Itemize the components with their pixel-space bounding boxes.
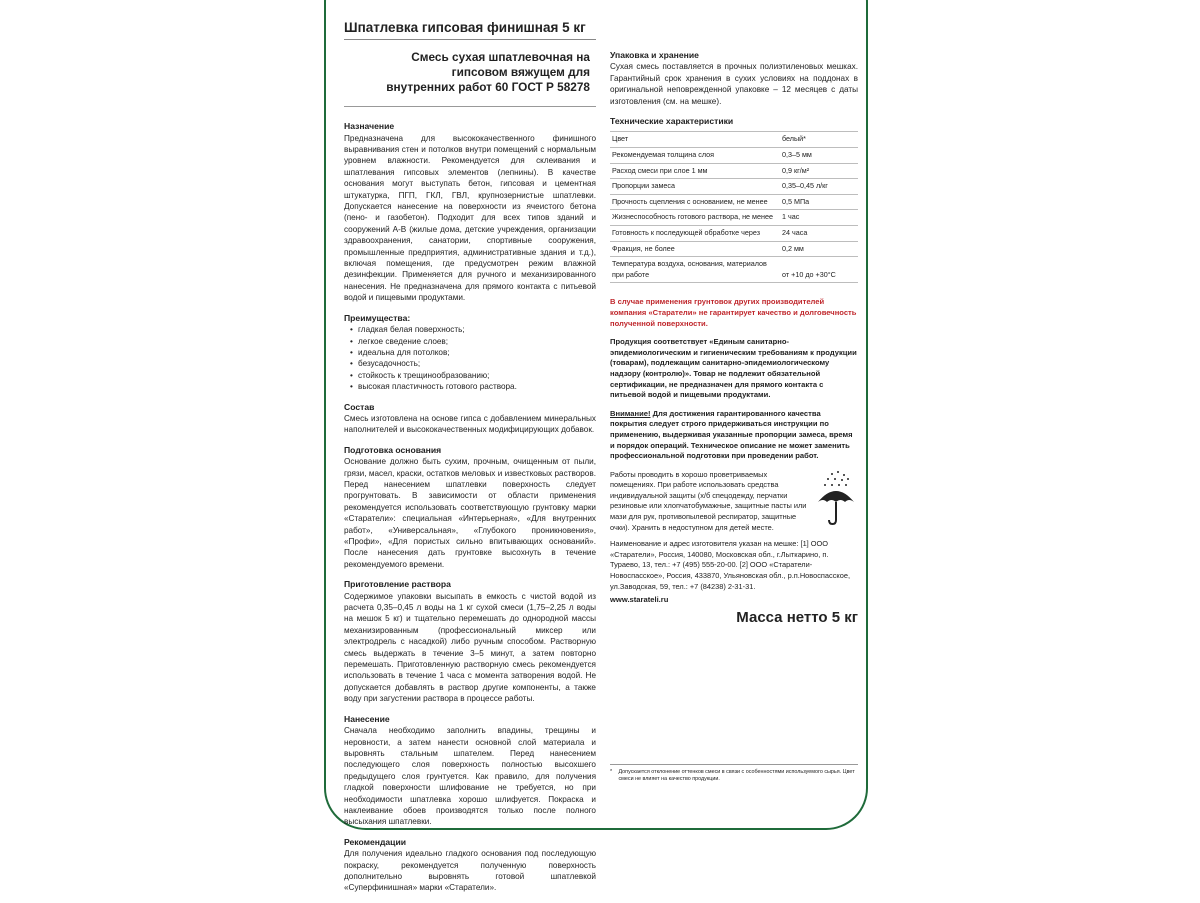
- safety-text: Работы проводить в хорошо проветриваемых помещениях. При работе использовать средства индивидуальной защиты (х/б спецодежду, перчатки резиновые или хлопчатобумажные, защитные пасты или мази для рук, противопылевой респиратор, защитные очки). Хранить в недоступном для детей месте.: [610, 469, 807, 532]
- compliance-notice: Продукция соответствует «Единым санитарно-эпидемиологическим и гигиеническим требованиям к продукции (товарам), подлежащим санитарно-эпидемиологическому надзору (контролю)». Товар не подлежит обязательной сертификации, не предназначен для прямого контакта с питьевой водой и пищевыми продуктами.: [610, 337, 857, 400]
- section-text-recommendations: Для получения идеально гладкого основания под последующую покраску, рекомендуется полученную поверхность дополнительно выровнять готовой шпатлевкой «Суперфинишная» марки «Старатели».: [344, 849, 596, 893]
- section-text-composition: Смесь изготовлена на основе гипса с добавлением минеральных наполнителей и высококачественных модифицирующих добавок.: [344, 413, 596, 435]
- list-item: • стойкость к трещинообразованию;: [350, 370, 490, 380]
- table-row: Пропорции замеса 0,35–0,45 л/кг: [610, 179, 858, 195]
- table-row: Фракция, не более 0,2 мм: [610, 241, 858, 257]
- section-text-purpose: Предназначена для высококачественного финишного выравнивания стен и потолков внутри помещений с нормальным уровнем влажности. Рекомендуется для склеивания и шпатлевания гипсовых элементов (лепнины). В качестве основания могут выступать бетон, гипсовая и цементная штукатурка, ПГП, ГКЛ, ГВЛ, крупнозернистые шпатлевки. Допускается нанесение на поверхности из ячеистого бетона (пено- и газобетон). Подходит для всех типов зданий и сооружений А-В (жилые дома, детские учреждения, организации здравоохранения, санатории, спортивные сооружения, промышленные предприятия, административные здания и т.д.), включая помещения, где предусмотрен режим влажной дезинфекции. Применяется для ручного и механизированного нанесения. Не предназначена для прямого контакта с питьевой водой и пищевыми продуктами.: [344, 133, 596, 303]
- left-column: [344, 22, 596, 903]
- bullet-icon: •: [350, 359, 353, 369]
- list-item: • легкое сведение слоев;: [350, 336, 449, 346]
- keep-dry-icon: [814, 470, 858, 528]
- section-title-advantages: Преимущества:: [344, 312, 411, 323]
- bullet-icon: •: [350, 325, 353, 335]
- advantages-list: [344, 324, 596, 392]
- footnote: [610, 764, 858, 783]
- list-item: • высокая пластичность готового раствора.: [350, 382, 517, 392]
- attention-lead: Внимание!: [610, 408, 651, 418]
- attention-text: Для достижения гарантированного качества покрытия следует строго придерживаться инструкции по применению, выдерживая указанные пропорции замеса, время и порядок операций. Техническое описание не может заменить профессиональной подготовки при проведении работ.: [610, 408, 853, 461]
- section-title-composition: Состав: [344, 401, 375, 412]
- list-item: • гладкая белая поверхность;: [350, 325, 465, 335]
- attention-notice: [610, 409, 858, 462]
- footnote-mark: *: [610, 769, 613, 775]
- primer-warning: В случае применения грунтовок других производителей компания «Старатели» не гарантирует качество и долговечность полученной поверхности.: [610, 297, 857, 328]
- manufacturer-info: Наименование и адрес изготовителя указан на мешке: [1] ООО «Старатели», Россия, 140080, Московская обл., г.Лыткарино, п. Тураево, 13, тел.: +7 (495) 555-20-00. [2] ООО «Старатели-Новоспасское», Россия, 433870, Ульяновская обл., р.п.Новоспасское, ул.Заводская, 59, тел.: +7 (84238) 2-31-31.: [610, 539, 851, 591]
- list-item: • идеальна для потолков;: [350, 347, 450, 357]
- table-row: Готовность к последующей обработке через 24 часа: [610, 226, 858, 242]
- website-link[interactable]: www.starateli.ru: [610, 595, 669, 605]
- table-row: Рекомендуемая толщина слоя 0,3–5 мм: [610, 148, 858, 164]
- section-text-storage: Сухая смесь поставляется в прочных полиэтиленовых мешках. Гарантийный срок хранения в сухих условиях на поддонах в оригинальной неповрежденной упаковке – 12 месяцев с даты изготовления (см. на мешке).: [610, 62, 858, 106]
- section-title-recommendations: Рекомендации: [344, 836, 407, 847]
- net-mass: Масса нетто 5 кг: [736, 608, 858, 626]
- bullet-icon: •: [350, 382, 353, 392]
- section-title-purpose: Назначение: [344, 121, 395, 132]
- list-item: • безусадочность;: [350, 359, 421, 369]
- section-text-application: Сначала необходимо заполнить впадины, трещины и неровности, а затем нанести основной слой материала и выровнять стальным шпателем. Перед нанесением последующего слоя поверхность полностью высохшего предыдущего слоя грунтуется. Как правило, для получения гладкой поверхности шлифование не требуется, но при необходимости шпатлевка хорошо шлифуется. Покраска и наклеивание обоев производятся только после полного высыхания шпатлевки.: [344, 726, 596, 827]
- divider: [344, 106, 596, 107]
- page-title: Шпатлевка гипсовая финишная 5 кг: [344, 22, 596, 40]
- section-title-application: Нанесение: [344, 713, 390, 724]
- section-text-mixing: Содержимое упаковки высыпать в емкость с чистой водой из расчета 0,35–0,45 л воды на 1 кг сухой смеси (1,75–2,25 л воды на мешок 5 кг) и тщательно перемешать до однородной массы механизированным (профессиональный миксер или электродрель с насадкой) либо ручным способом. Растворную смесь выдержать в течение 3–5 минут, а затем повторно перемешать. Приготовленную растворную смесь рекомендуется использовать в течение 1 часа с момента затворения водой. Не допускается добавлять в раствор другие компоненты, а также воду при загустении раствора в процессе работы.: [344, 591, 596, 704]
- section-title-base-prep: Подготовка основания: [344, 444, 442, 455]
- safety-block: [610, 470, 858, 534]
- product-subtitle: Смесь сухая шпатлевочная на гипсовом вяжущем для внутренних работ 60 ГОСТ Р 58278: [386, 50, 590, 94]
- bullet-icon: •: [350, 370, 353, 380]
- table-row: Цвет белый*: [610, 132, 858, 148]
- section-title-tech: Технические характеристики: [610, 116, 734, 127]
- bullet-icon: •: [350, 347, 353, 357]
- table-row: Расход смеси при слое 1 мм 0,9 кг/м²: [610, 163, 858, 179]
- section-text-base-prep: Основание должно быть сухим, прочным, очищенным от пыли, грязи, масел, краски, остатков меловых и известковых растворов. Перед нанесением шпатлевки поверхность следует прогрунтовать. В зависимости от области применения рекомендуется использовать соответствующую грунтовку марки «Старатели»: специальная «Интерьерная», «Для внутренних работ», «Универсальная», «Глубокого проникновения», «Профи», «Для пористых сильно впитывающих оснований». После нанесения дать грунтовке высохнуть в течение рекомендуемого времени.: [344, 457, 596, 569]
- section-title-mixing: Приготовление раствора: [344, 579, 451, 590]
- section-title-storage: Упаковка и хранение: [610, 50, 699, 60]
- bullet-icon: •: [350, 336, 353, 346]
- footnote-text: Допускается отклонение оттенков смеси в связи с особенностями используемого сырья. Цвет смеси не влияет на качество продукции.: [618, 769, 855, 782]
- table-row: Жизнеспособность готового раствора, не менее 1 час: [610, 210, 858, 226]
- tech-specs-table: [610, 131, 858, 283]
- table-row: Прочность сцепления с основанием, не менее 0,5 МПа: [610, 194, 858, 210]
- right-column: [610, 10, 858, 626]
- table-row: Температура воздуха, основания, материалов при работе от +10 до +30°С: [610, 257, 858, 283]
